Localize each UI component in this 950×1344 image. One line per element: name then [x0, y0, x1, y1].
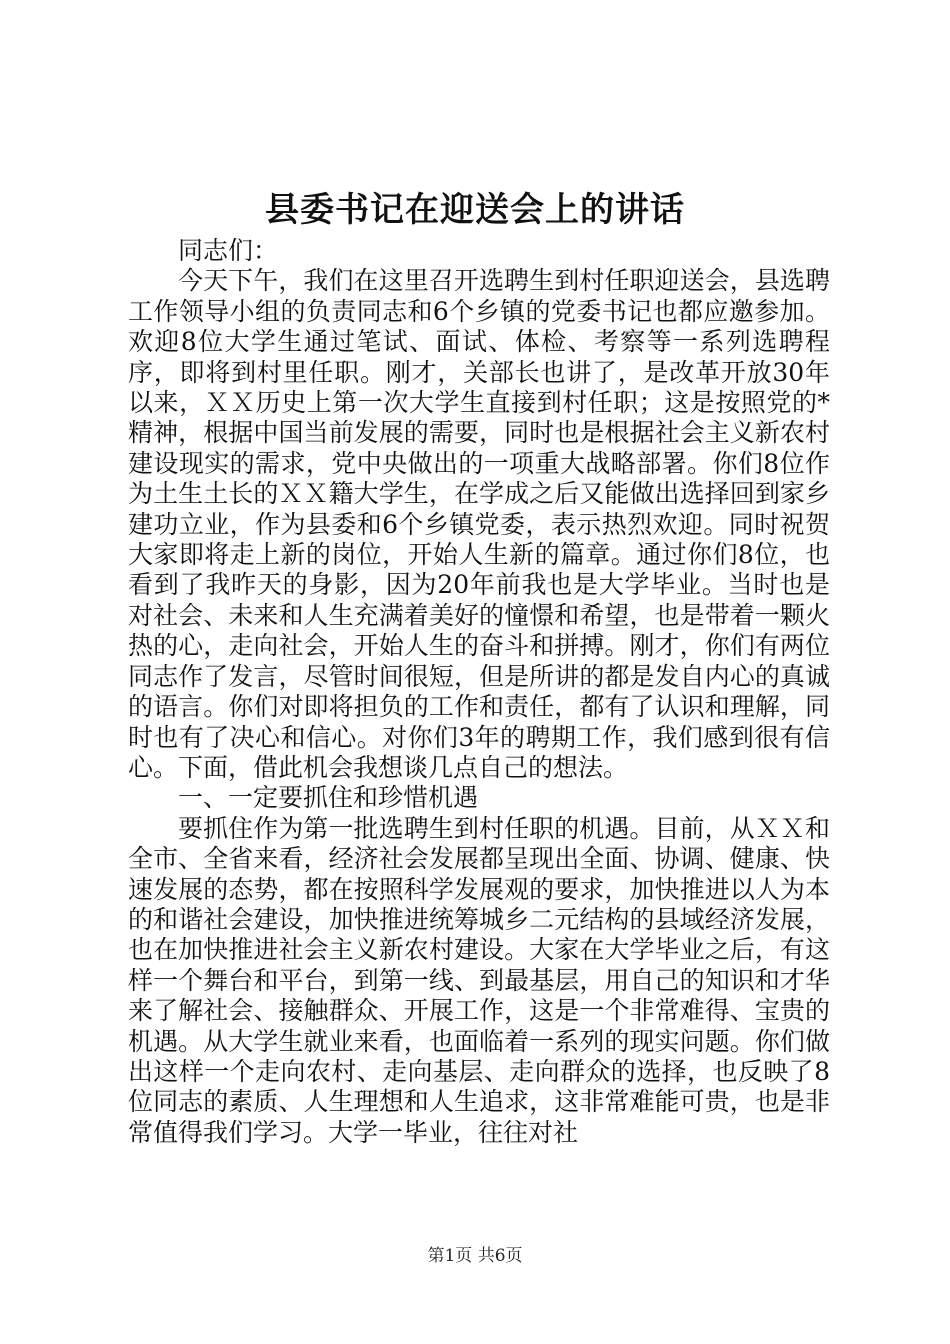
paragraph-opportunity: 要抓住作为第一批选聘生到村任职的机遇。目前，从ＸＸ和全市、全省来看，经济社会发展都呈现出全面、协调、健康、快速发展的态势，都在按照科学发展观的要求，加快推进以人为本的和谐社会建设，加快推进统筹城乡二元结构的县域经济发展，也在加快推进社会主义新农村建设。大家在大学毕业之后，有这样一个舞台和平台，到第一线、到最基层，用自己的知识和才华来了解社会、接触群众、开展工作，这是一个非常难得、宝贵的机遇。从大学生就业来看，也面临着一系列的现实问题。你们做出这样一个走向农村、走向基层、走向群众的选择，也反映了8位同志的素质、人生理想和人生追求，这非常难能可贵，也是非常值得我们学习。大学一毕业，往往对社	[128, 813, 830, 1147]
paragraph-opening: 今天下午，我们在这里召开选聘生到村任职迎送会，县选聘工作领导小组的负责同志和6个乡镇的党委书记也都应邀参加。欢迎8位大学生通过笔试、面试、体检、考察等一系列选聘程序，即将到村里任职。刚才，关部长也讲了，是改革开放30年以来，ＸＸ历史上第一次大学生直接到村任职；这是按照党的*精神，根据中国当前发展的需要，同时也是根据社会主义新农村建设现实的需求，党中央做出的一项重大战略部署。你们8位作为土生土长的ＸＸ籍大学生，在学成之后又能做出选择回到家乡建功立业，作为县委和6个乡镇党委，表示热烈欢迎。同时祝贺大家即将走上新的岗位，开始人生新的篇章。通过你们8位，也看到了我昨天的身影，因为20年前我也是大学毕业。当时也是对社会、未来和人生充满着美好的憧憬和希望，也是带着一颗火热的心，走向社会，开始人生的奋斗和拼搏。刚才，你们有两位同志作了发言，尽管时间很短，但是所讲的都是发自内心的真诚的语言。你们对即将担负的工作和责任，都有了认识和理解，同时也有了决心和信心。对你们3年的聘期工作，我们感到很有信心。下面，借此机会我想谈几点自己的想法。	[128, 266, 830, 782]
greeting: 同志们：	[178, 236, 279, 265]
document-body	[128, 236, 830, 1148]
page-number: 第1页 共6页	[427, 1246, 523, 1266]
document-title: 县委书记在迎送会上的讲话	[265, 190, 685, 230]
section-heading: 一、一定要抓住和珍惜机遇	[178, 783, 479, 813]
